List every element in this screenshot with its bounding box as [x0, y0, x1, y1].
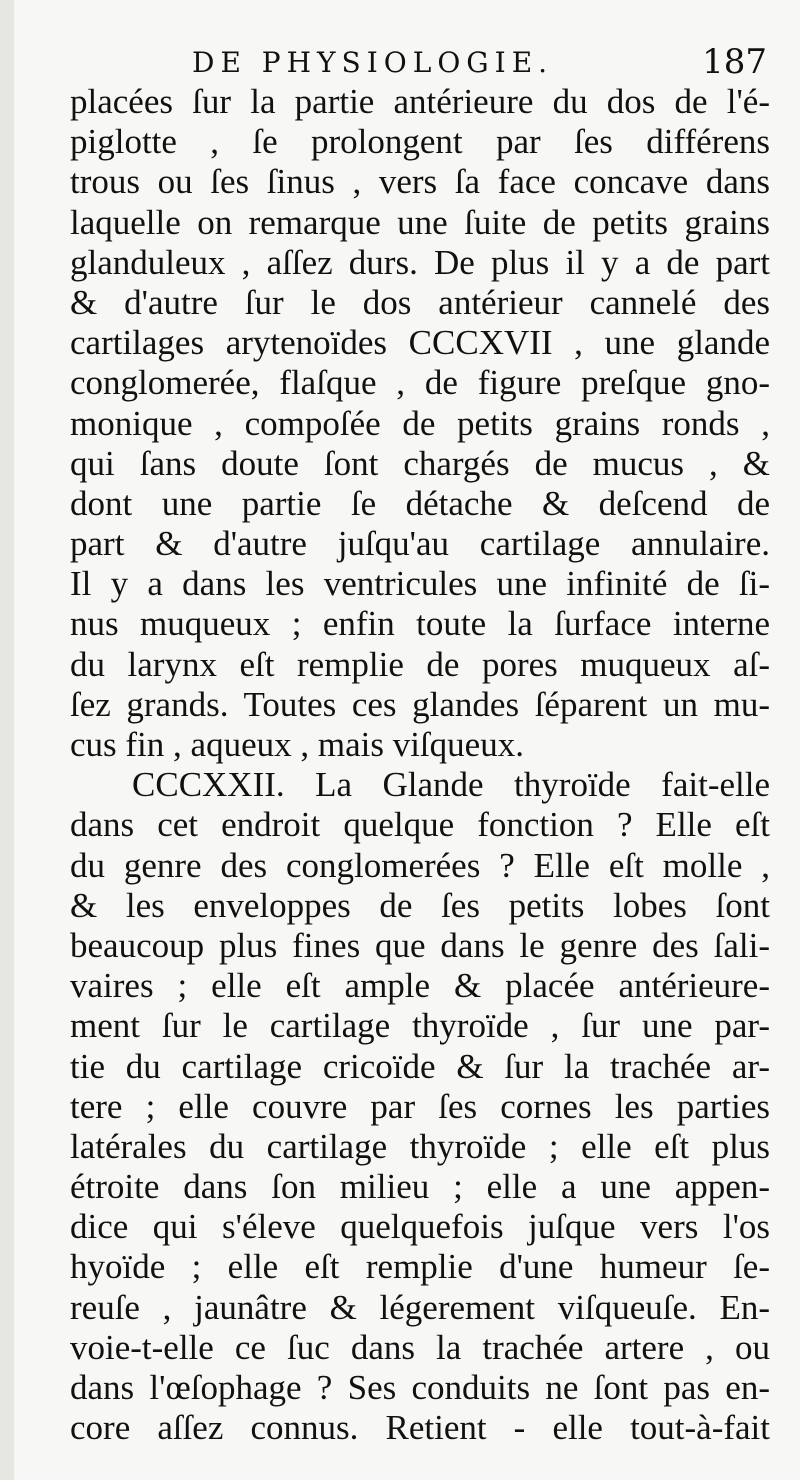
text-line: Il y a dans les ventricules une infinité de ſi- [70, 564, 770, 604]
text-line: core aſſez connus. Retient - elle tout-à-fait [70, 1408, 770, 1448]
text-line: dans l'œſophage ? Ses conduits ne ſont pas en- [70, 1368, 770, 1407]
text-line: monique , compoſée de petits grains ronds , [70, 403, 770, 443]
running-title: DE PHYSIOLOGIE. [192, 46, 554, 79]
text-line: ment ſur le cartilage thyroïde , ſur une par- [70, 1006, 770, 1046]
text-line: vaires ; elle eſt ample & placée antérieure- [70, 966, 770, 1006]
text-line: latérales du cartilage thyroïde ; elle eſt plus [70, 1126, 770, 1166]
text-line: dice qui s'éleve quelquefois juſque vers l'os [70, 1207, 770, 1247]
text-line: conglomerée, flaſque , de figure preſque gno- [70, 363, 770, 403]
text-line: beaucoup plus fines que dans le genre des ſali- [70, 925, 770, 965]
text-line: glanduleux , aſſez durs. De plus il y a de part [70, 242, 770, 282]
text-line: & les enveloppes de ſes petits lobes ſont [70, 885, 770, 925]
text-line: hyoïde ; elle eſt remplie d'une humeur ſe- [70, 1247, 770, 1287]
text-line: tie du cartilage cricoïde & ſur la trachée ar- [70, 1046, 770, 1086]
paragraph-last-line: cus fin , aqueux , mais viſqueux. [70, 725, 524, 764]
text-line: étroite dans ſon milieu ; elle a une appen- [70, 1167, 770, 1207]
paragraph-start-line: CCCXXII. La Glande thyroïde fait-elle [132, 765, 770, 805]
body-text [70, 82, 770, 1448]
text-line: dans cet endroit quelque fonction ? Elle eſt [70, 805, 770, 845]
text-line: dont une partie ſe détache & deſcend de [70, 483, 770, 523]
text-line: voie-t-elle ce ſuc dans la trachée artere , ou [70, 1327, 770, 1367]
text-line: nus muqueux ; enfin toute la ſurface interne [70, 604, 770, 644]
text-line: & d'autre ſur le dos antérieur cannelé des [70, 282, 770, 322]
text-line: piglotte , ſe prolongent par ſes différens [70, 122, 770, 162]
text-line: tere ; elle couvre par ſes cornes les parties [70, 1086, 770, 1126]
text-line: du larynx eſt remplie de pores muqueux aſ- [70, 644, 770, 684]
text-line: ſez grands. Toutes ces glandes ſéparent un mu- [70, 684, 770, 724]
text-line: placées ſur la partie antérieure du dos de l'é- [70, 82, 770, 121]
text-line: qui ſans doute ſont chargés de mucus , & [70, 443, 770, 483]
text-line: reuſe , jaunâtre & légerement viſqueuſe. En- [70, 1287, 770, 1327]
text-line: laquelle on remarque une ſuite de petits grains [70, 202, 770, 242]
text-line: du genre des conglomerées ? Elle eſt molle , [70, 845, 770, 885]
text-line: cartilages arytenoïdes CCCXVII , une glande [70, 323, 770, 363]
text-line: part & d'autre juſqu'au cartilage annulaire. [70, 524, 770, 564]
text-line: trous ou ſes ſinus , vers ſa face concave dans [70, 162, 770, 202]
page-number: 187 [702, 42, 767, 82]
